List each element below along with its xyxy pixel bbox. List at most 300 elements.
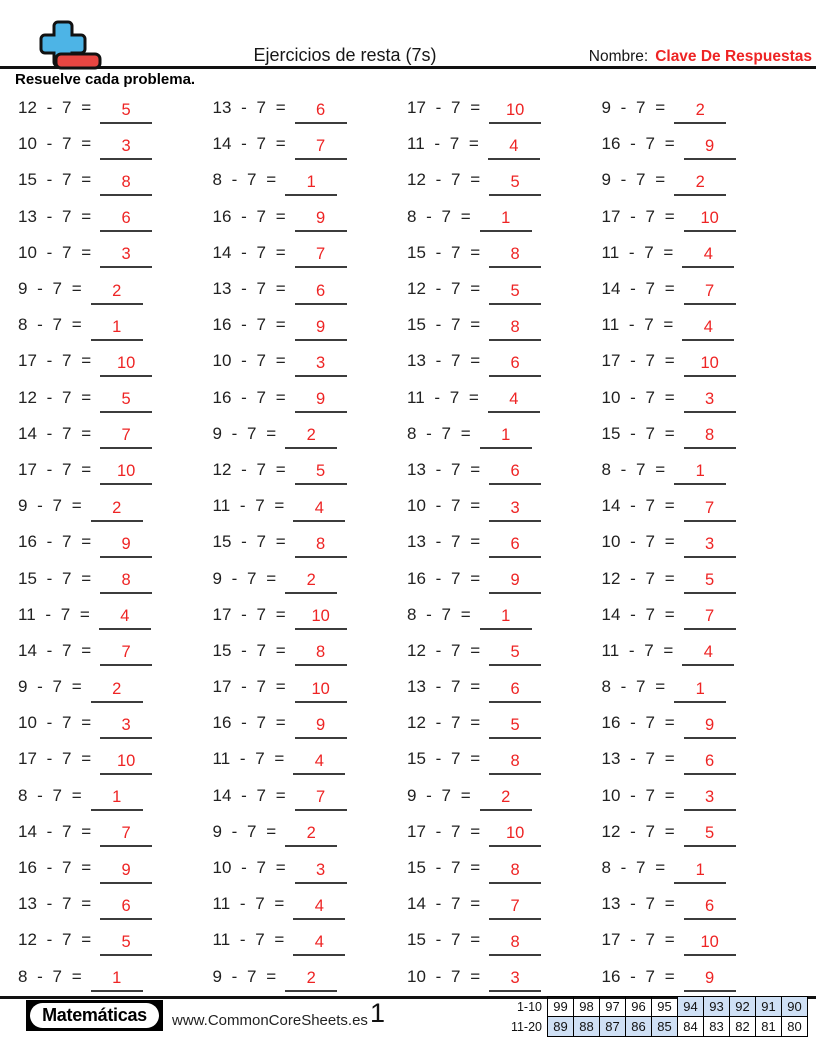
problem-row — [18, 488, 213, 524]
problem-expression: 11 - 7 = — [601, 640, 674, 660]
answer-blank[interactable] — [489, 354, 541, 377]
answer-blank[interactable] — [100, 245, 152, 268]
answer-blank[interactable] — [293, 933, 345, 956]
answer-blank[interactable] — [295, 354, 347, 377]
problem-expression: 11 - 7 = — [601, 315, 674, 335]
answer-value: 3 — [510, 969, 520, 988]
problem-row — [407, 452, 602, 488]
answer-blank[interactable] — [295, 137, 347, 160]
answer-blank[interactable] — [100, 426, 152, 449]
problem-row — [18, 235, 213, 271]
answer-value: 3 — [121, 245, 131, 264]
score-cell: 97 — [600, 997, 626, 1017]
answer-value: 3 — [705, 390, 715, 409]
answer-blank[interactable] — [674, 680, 726, 703]
answer-blank[interactable] — [489, 282, 541, 305]
answer-value: 7 — [705, 498, 715, 517]
problem-row — [602, 416, 797, 452]
problem-expression: 11 - 7 = — [212, 749, 285, 769]
answer-blank[interactable] — [100, 209, 152, 232]
problem-expression: 15 - 7 = — [407, 242, 481, 262]
answer-blank[interactable] — [684, 209, 736, 232]
answer-blank[interactable] — [684, 824, 736, 847]
answer-blank[interactable] — [295, 390, 347, 413]
answer-blank[interactable] — [295, 209, 347, 232]
answer-blank[interactable] — [489, 824, 541, 847]
problem-expression: 16 - 7 = — [601, 966, 675, 986]
answer-blank[interactable] — [684, 607, 736, 630]
answer-blank[interactable] — [100, 173, 152, 196]
answer-blank[interactable] — [488, 137, 540, 160]
answer-value: 10 — [700, 209, 719, 228]
problem-expression: 16 - 7 = — [18, 532, 92, 552]
problem-expression: 10 - 7 = — [212, 858, 286, 878]
answer-value: 4 — [509, 390, 519, 409]
answer-value: 2 — [306, 969, 316, 988]
problem-expression: 12 - 7 = — [18, 387, 92, 407]
answer-value: 4 — [703, 245, 713, 264]
answer-blank[interactable] — [100, 861, 152, 884]
answer-blank[interactable] — [684, 282, 736, 305]
answer-blank[interactable] — [489, 680, 541, 703]
problem-expression: 12 - 7 = — [18, 930, 92, 950]
answer-blank[interactable] — [480, 788, 532, 811]
answer-blank[interactable] — [489, 716, 541, 739]
problem-expression: 13 - 7 = — [407, 351, 481, 371]
answer-value: 6 — [705, 896, 715, 915]
answer-value: 2 — [501, 788, 511, 807]
answer-value: 9 — [316, 209, 326, 228]
problem-row — [602, 669, 797, 705]
problem-row — [213, 307, 408, 343]
problem-expression: 14 - 7 = — [601, 496, 675, 516]
problem-expression: 9 - 7 = — [212, 423, 277, 443]
answer-value: 2 — [306, 426, 316, 445]
answer-value: 5 — [316, 462, 326, 481]
problems-grid — [18, 90, 796, 995]
answer-blank[interactable] — [295, 643, 347, 666]
answer-value: 6 — [510, 462, 520, 481]
problem-row — [602, 380, 797, 416]
answer-value: 4 — [703, 643, 713, 662]
problems-column — [602, 90, 797, 995]
answer-blank[interactable] — [100, 462, 152, 485]
problem-row — [407, 922, 602, 958]
answer-blank[interactable] — [100, 390, 152, 413]
answer-blank[interactable] — [480, 607, 532, 630]
answer-blank[interactable] — [684, 354, 736, 377]
answer-blank[interactable] — [489, 643, 541, 666]
answer-value: 1 — [112, 788, 122, 807]
problem-row — [18, 126, 213, 162]
problem-expression: 12 - 7 = — [407, 170, 481, 190]
problem-row — [407, 886, 602, 922]
answer-blank[interactable] — [295, 535, 347, 558]
answer-value: 3 — [121, 715, 131, 734]
answer-value: 9 — [121, 860, 131, 879]
answer-value: 8 — [510, 245, 520, 264]
answer-value: 7 — [121, 824, 131, 843]
problem-expression: 16 - 7 = — [601, 134, 675, 154]
answer-blank[interactable] — [100, 354, 152, 377]
answer-blank[interactable] — [295, 462, 347, 485]
answer-blank[interactable] — [295, 716, 347, 739]
answer-blank[interactable] — [295, 318, 347, 341]
answer-blank[interactable] — [295, 101, 347, 124]
problem-row — [213, 524, 408, 560]
answer-blank[interactable] — [91, 499, 143, 522]
problem-row — [18, 886, 213, 922]
problem-row — [407, 380, 602, 416]
answer-blank[interactable] — [100, 101, 152, 124]
problem-expression: 15 - 7 = — [407, 315, 481, 335]
name-label: Nombre: — [588, 48, 649, 65]
score-cell: 90 — [782, 997, 808, 1017]
answer-blank[interactable] — [285, 426, 337, 449]
problem-row — [18, 199, 213, 235]
answer-blank[interactable] — [489, 318, 541, 341]
answer-blank[interactable] — [684, 716, 736, 739]
problem-row — [602, 524, 797, 560]
problem-row — [18, 524, 213, 560]
problem-row — [213, 814, 408, 850]
answer-blank[interactable] — [488, 390, 540, 413]
problem-expression: 10 - 7 = — [407, 966, 481, 986]
problem-expression: 14 - 7 = — [212, 134, 286, 154]
problem-expression: 8 - 7 = — [18, 315, 82, 335]
answer-value: 1 — [695, 462, 705, 481]
answer-blank[interactable] — [91, 282, 143, 305]
problem-expression: 17 - 7 = — [18, 459, 92, 479]
answer-value: 4 — [703, 317, 713, 336]
name-value: Clave De Respuestas — [655, 48, 812, 65]
answer-value: 6 — [121, 209, 131, 228]
problem-row — [602, 850, 797, 886]
answer-blank[interactable] — [489, 535, 541, 558]
answer-blank[interactable] — [100, 824, 152, 847]
answer-blank[interactable] — [489, 933, 541, 956]
problem-expression: 9 - 7 = — [407, 785, 471, 805]
problem-row — [18, 633, 213, 669]
problem-row — [407, 524, 602, 560]
problem-expression: 17 - 7 = — [407, 98, 481, 118]
problem-expression: 12 - 7 = — [18, 98, 92, 118]
problem-expression: 14 - 7 = — [18, 640, 92, 660]
answer-value: 4 — [314, 498, 324, 517]
answer-value: 2 — [112, 498, 122, 517]
problem-row — [18, 741, 213, 777]
answer-value: 3 — [705, 534, 715, 553]
problem-expression: 12 - 7 = — [601, 568, 675, 588]
problem-expression: 15 - 7 = — [18, 170, 92, 190]
problem-row — [18, 271, 213, 307]
problem-row — [18, 597, 213, 633]
answer-blank[interactable] — [285, 571, 337, 594]
answer-blank[interactable] — [295, 607, 347, 630]
problem-row — [407, 126, 602, 162]
problem-expression: 8 - 7 = — [212, 170, 277, 190]
answer-blank[interactable] — [99, 607, 151, 630]
problem-expression: 13 - 7 = — [601, 749, 675, 769]
answer-blank[interactable] — [684, 390, 736, 413]
problem-expression: 12 - 7 = — [407, 713, 481, 733]
problem-expression: 14 - 7 = — [601, 279, 675, 299]
website-url: www.CommonCoreSheets.es — [172, 1012, 368, 1029]
answer-blank[interactable] — [674, 462, 726, 485]
answer-blank[interactable] — [295, 245, 347, 268]
problem-expression: 12 - 7 = — [407, 640, 481, 660]
score-cell: 92 — [730, 997, 756, 1017]
answer-blank[interactable] — [293, 499, 345, 522]
problem-expression: 9 - 7 = — [18, 279, 82, 299]
answer-blank[interactable] — [295, 680, 347, 703]
problem-row — [213, 705, 408, 741]
answer-blank[interactable] — [684, 752, 736, 775]
problem-expression: 17 - 7 = — [601, 930, 675, 950]
answer-value: 3 — [510, 498, 520, 517]
answer-value: 7 — [121, 426, 131, 445]
answer-blank[interactable] — [684, 535, 736, 558]
answer-blank[interactable] — [682, 245, 734, 268]
answer-blank[interactable] — [480, 426, 532, 449]
problem-row — [407, 199, 602, 235]
problem-row — [213, 199, 408, 235]
answer-value: 7 — [705, 607, 715, 626]
answer-blank[interactable] — [100, 752, 152, 775]
answer-value: 9 — [316, 715, 326, 734]
answer-blank[interactable] — [91, 318, 143, 341]
score-cell: 91 — [756, 997, 782, 1017]
answer-blank[interactable] — [684, 426, 736, 449]
problem-expression: 16 - 7 = — [212, 713, 286, 733]
problem-row — [18, 922, 213, 958]
answer-blank[interactable] — [100, 137, 152, 160]
answer-value: 4 — [509, 136, 519, 155]
answer-value: 10 — [116, 462, 136, 481]
problem-row — [213, 452, 408, 488]
problem-row — [602, 199, 797, 235]
answer-blank[interactable] — [293, 752, 345, 775]
answer-blank[interactable] — [285, 173, 337, 196]
problem-expression: 11 - 7 = — [407, 387, 479, 407]
problem-expression: 10 - 7 = — [18, 134, 92, 154]
answer-blank[interactable] — [295, 282, 347, 305]
answer-value: 9 — [316, 390, 326, 409]
problem-row — [602, 886, 797, 922]
score-cell: 93 — [704, 997, 730, 1017]
answer-blank[interactable] — [489, 571, 541, 594]
problem-row — [213, 162, 408, 198]
answer-blank[interactable] — [285, 824, 337, 847]
answer-blank[interactable] — [295, 861, 347, 884]
problem-expression: 14 - 7 = — [601, 604, 675, 624]
problem-expression: 14 - 7 = — [212, 785, 286, 805]
answer-blank[interactable] — [293, 897, 345, 920]
answer-value: 6 — [316, 100, 326, 119]
problem-row — [602, 235, 797, 271]
answer-blank[interactable] — [489, 462, 541, 485]
problem-row — [602, 778, 797, 814]
answer-value: 4 — [314, 932, 324, 951]
problem-expression: 10 - 7 = — [18, 713, 92, 733]
answer-blank[interactable] — [684, 897, 736, 920]
answer-value: 1 — [306, 172, 316, 191]
problem-expression: 14 - 7 = — [18, 821, 92, 841]
score-table — [510, 996, 808, 1037]
answer-value: 5 — [705, 824, 715, 843]
problem-row — [407, 597, 602, 633]
answer-blank[interactable] — [489, 499, 541, 522]
score-row-label: 11-20 — [510, 1019, 542, 1034]
problem-expression: 12 - 7 = — [212, 459, 286, 479]
answer-blank[interactable] — [674, 861, 726, 884]
answer-value: 9 — [510, 571, 520, 590]
problem-row — [407, 560, 602, 596]
problem-row — [213, 343, 408, 379]
answer-blank[interactable] — [674, 173, 726, 196]
brand-label: Matemáticas — [30, 1003, 159, 1028]
answer-value: 10 — [311, 679, 330, 698]
answer-value: 8 — [121, 172, 131, 191]
problem-expression: 15 - 7 = — [407, 930, 481, 950]
problem-expression: 17 - 7 = — [18, 749, 92, 769]
problem-expression: 16 - 7 = — [212, 315, 286, 335]
problem-row — [213, 741, 408, 777]
problem-row — [602, 814, 797, 850]
problem-row — [407, 162, 602, 198]
answer-blank[interactable] — [100, 535, 152, 558]
answer-value: 3 — [316, 353, 326, 372]
score-cell: 87 — [600, 1017, 626, 1037]
problem-row — [602, 560, 797, 596]
answer-blank[interactable] — [684, 571, 736, 594]
answer-blank[interactable] — [480, 209, 532, 232]
answer-value: 8 — [316, 534, 326, 553]
answer-blank[interactable] — [100, 933, 152, 956]
answer-blank[interactable] — [684, 969, 736, 992]
problem-expression: 13 - 7 = — [18, 894, 92, 914]
score-cell: 94 — [678, 997, 704, 1017]
answer-blank[interactable] — [100, 571, 152, 594]
answer-value: 5 — [510, 715, 520, 734]
answer-blank[interactable] — [682, 643, 734, 666]
score-cell: 84 — [678, 1017, 704, 1037]
answer-blank[interactable] — [489, 897, 541, 920]
answer-value: 5 — [705, 571, 715, 590]
answer-blank[interactable] — [91, 969, 143, 992]
problem-row — [407, 416, 602, 452]
answer-value: 2 — [306, 571, 316, 590]
answer-blank[interactable] — [91, 680, 143, 703]
problem-expression: 13 - 7 = — [407, 532, 481, 552]
answer-value: 5 — [510, 643, 520, 662]
problem-expression: 17 - 7 = — [212, 604, 286, 624]
answer-blank[interactable] — [295, 788, 347, 811]
answer-blank[interactable] — [684, 788, 736, 811]
problem-expression: 15 - 7 = — [18, 568, 92, 588]
answer-blank[interactable] — [100, 716, 152, 739]
problem-row — [407, 307, 602, 343]
answer-value: 1 — [695, 679, 705, 698]
problem-expression: 15 - 7 = — [407, 858, 481, 878]
answer-blank[interactable] — [489, 101, 541, 124]
answer-blank[interactable] — [285, 969, 337, 992]
problem-row — [602, 922, 797, 958]
problem-row — [407, 235, 602, 271]
problem-row — [18, 90, 213, 126]
problem-expression: 8 - 7 = — [18, 785, 82, 805]
answer-value: 2 — [112, 679, 122, 698]
answer-blank[interactable] — [684, 499, 736, 522]
problem-row — [213, 488, 408, 524]
problem-expression: 12 - 7 = — [601, 821, 675, 841]
answer-value: 8 — [510, 860, 520, 879]
problems-column — [213, 90, 408, 995]
answer-blank[interactable] — [684, 137, 736, 160]
problem-row — [602, 959, 797, 995]
brand-badge — [26, 1000, 163, 1031]
problem-expression: 11 - 7 = — [601, 242, 674, 262]
problem-row — [18, 705, 213, 741]
problems-column — [18, 90, 213, 995]
problem-row — [18, 669, 213, 705]
answer-value: 10 — [505, 100, 525, 119]
answer-blank[interactable] — [674, 101, 726, 124]
answer-value: 10 — [116, 751, 136, 770]
answer-blank[interactable] — [682, 318, 734, 341]
problem-expression: 8 - 7 = — [407, 206, 471, 226]
problem-row — [18, 850, 213, 886]
problem-row — [213, 126, 408, 162]
problem-row — [407, 778, 602, 814]
answer-blank[interactable] — [489, 752, 541, 775]
problem-expression: 10 - 7 = — [601, 387, 675, 407]
answer-value: 3 — [705, 788, 715, 807]
answer-value: 4 — [314, 751, 324, 770]
answer-value: 9 — [316, 317, 326, 336]
answer-blank[interactable] — [100, 897, 152, 920]
answer-blank[interactable] — [489, 969, 541, 992]
instruction-text: Resuelve cada problema. — [15, 71, 196, 88]
problem-expression: 9 - 7 = — [601, 98, 666, 118]
answer-value: 5 — [121, 100, 131, 119]
answer-blank[interactable] — [684, 933, 736, 956]
name-area — [589, 48, 812, 66]
answer-blank[interactable] — [489, 173, 541, 196]
answer-blank[interactable] — [100, 643, 152, 666]
answer-blank[interactable] — [489, 245, 541, 268]
answer-blank[interactable] — [91, 788, 143, 811]
problem-row — [407, 669, 602, 705]
problem-row — [602, 126, 797, 162]
problem-row — [602, 271, 797, 307]
problem-row — [18, 452, 213, 488]
problem-expression: 15 - 7 = — [212, 640, 286, 660]
answer-value: 1 — [112, 969, 122, 988]
problem-row — [407, 741, 602, 777]
problem-expression: 15 - 7 = — [407, 749, 481, 769]
answer-value: 6 — [510, 679, 520, 698]
answer-value: 7 — [510, 896, 520, 915]
problem-expression: 16 - 7 = — [212, 206, 286, 226]
problem-expression: 16 - 7 = — [212, 387, 286, 407]
problem-expression: 10 - 7 = — [601, 532, 675, 552]
score-cell: 82 — [730, 1017, 756, 1037]
problem-expression: 11 - 7 = — [212, 894, 285, 914]
answer-value: 7 — [316, 788, 326, 807]
problem-row — [602, 633, 797, 669]
answer-blank[interactable] — [489, 861, 541, 884]
